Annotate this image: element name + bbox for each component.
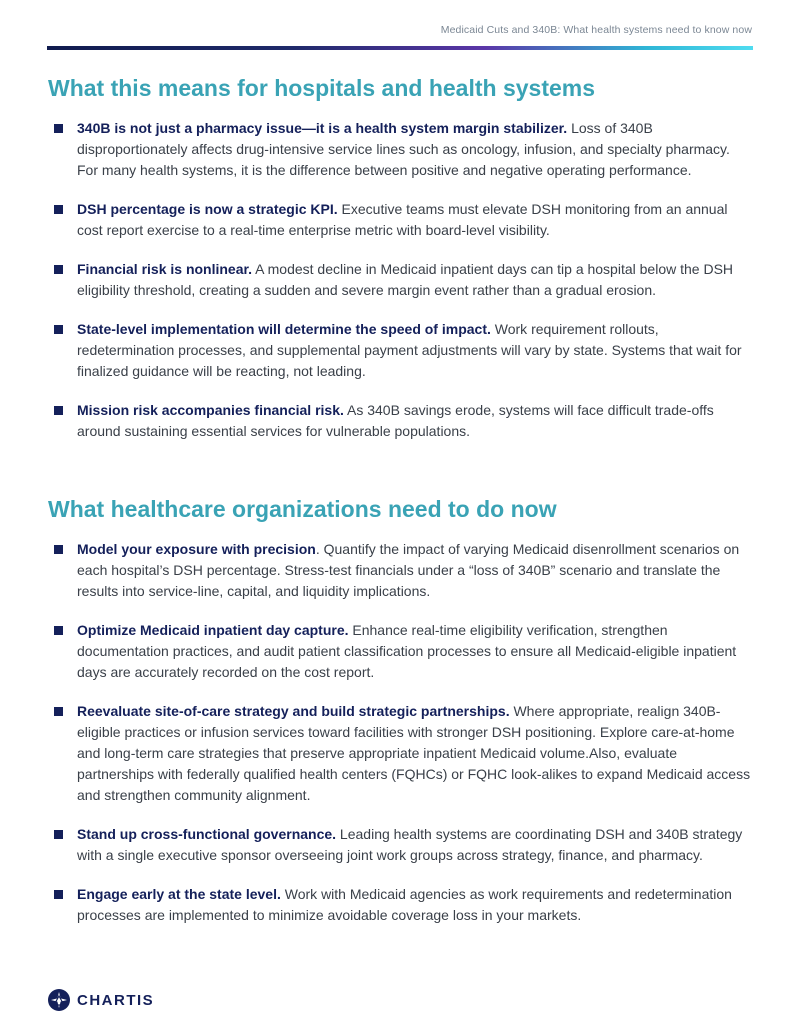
- list-item: [48, 259, 753, 301]
- section-implications: [48, 72, 753, 460]
- bullet-lead: Engage early at the state level.: [77, 886, 281, 902]
- bullet-lead: DSH percentage is now a strategic KPI.: [77, 201, 338, 217]
- square-bullet-icon: [54, 205, 63, 214]
- square-bullet-icon: [54, 890, 63, 899]
- square-bullet-icon: [54, 325, 63, 334]
- bullet-lead: Model your exposure with precision: [77, 541, 316, 557]
- bullet-lead: Financial risk is nonlinear.: [77, 261, 253, 277]
- section-title: What healthcare organizations need to do now: [48, 496, 557, 522]
- bullet-list: [48, 539, 753, 926]
- bullet-lead: Mission risk accompanies financial risk.: [77, 402, 344, 418]
- list-item: [48, 824, 753, 866]
- bullet-body: Loss of 340B disproportionately affects drug-intensive service lines such as oncology, infusion, and specialty pharmacy. For many health systems, it is the difference between positive and negative operating performance.: [77, 120, 730, 178]
- bullet-lead: Optimize Medicaid inpatient day capture.: [77, 622, 349, 638]
- square-bullet-icon: [54, 124, 63, 133]
- bullet-list: [48, 118, 753, 442]
- square-bullet-icon: [54, 626, 63, 635]
- bullet-body: As 340B savings erode, systems will face difficult trade-offs around sustaining essential services for vulnerable populations.: [77, 402, 714, 439]
- header-gradient-rule: [47, 46, 753, 50]
- bullet-body: Executive teams must elevate DSH monitoring from an annual cost report exercise to a real-time enterprise metric with board-level visibility.: [77, 201, 728, 238]
- list-item: [48, 539, 753, 602]
- bullet-body: . Quantify the impact of varying Medicaid disenrollment scenarios on each hospital’s DSH percentage. Stress-test financials under a “loss of 340B” scenario and translate the results into service-line, capital, and liquidity implications.: [77, 541, 740, 599]
- square-bullet-icon: [54, 265, 63, 274]
- section-actions: [48, 493, 753, 944]
- list-item: [48, 884, 753, 926]
- bullet-body: Leading health systems are coordinating DSH and 340B strategy with a single executive sponsor overseeing joint work groups across strategy, finance, and pharmacy.: [77, 826, 743, 863]
- list-item: [48, 118, 753, 181]
- square-bullet-icon: [54, 707, 63, 716]
- bullet-body: Work requirement rollouts, redetermination processes, and supplemental payment adjustments will vary by state. Systems that wait for finalized guidance will be reacting, not leading.: [77, 321, 742, 379]
- bullet-lead: Reevaluate site-of-care strategy and build strategic partnerships.: [77, 703, 510, 719]
- list-item: [48, 620, 753, 683]
- logo-wordmark: CHARTIS: [77, 991, 155, 1009]
- square-bullet-icon: [54, 830, 63, 839]
- list-item: [48, 199, 753, 241]
- bullet-lead: Stand up cross-functional governance.: [77, 826, 337, 842]
- section-title: What this means for hospitals and health systems: [48, 75, 596, 101]
- square-bullet-icon: [54, 545, 63, 554]
- list-item: [48, 400, 753, 442]
- bullet-lead: State-level implementation will determine the speed of impact.: [77, 321, 491, 337]
- bullet-body: A modest decline in Medicaid inpatient days can tip a hospital below the DSH eligibility threshold, creating a sudden and severe margin event rather than a gradual erosion.: [77, 261, 734, 298]
- running-header: Medicaid Cuts and 340B: What health systems need to know now: [440, 24, 752, 36]
- square-bullet-icon: [54, 406, 63, 415]
- bullet-lead: 340B is not just a pharmacy issue—it is a health system margin stabilizer.: [77, 120, 568, 136]
- footer-logo: [47, 988, 154, 1012]
- list-item: [48, 701, 753, 806]
- bullet-body: Enhance real-time eligibility verification, strengthen documentation practices, and audit patient classification processes to ensure all Medicaid-eligible inpatient days are accurately recorded on the cost report.: [77, 622, 737, 680]
- bullet-body: Work with Medicaid agencies as work requirements and redetermination processes are implemented to minimize avoidable coverage loss in your markets.: [77, 886, 732, 923]
- list-item: [48, 319, 753, 382]
- bullet-body: Where appropriate, realign 340B-eligible practices or infusion services toward facilities with stronger DSH positioning. Explore care-at-home and long-term care strategies that preserve appropriate inpatient Medicaid volume.Also, evaluate partnerships with federally qualified health centers (FQHCs) or FQHC look-alikes to expand Medicaid access and strengthen community alignment.: [77, 703, 751, 803]
- chartis-logo-icon: [47, 988, 71, 1012]
